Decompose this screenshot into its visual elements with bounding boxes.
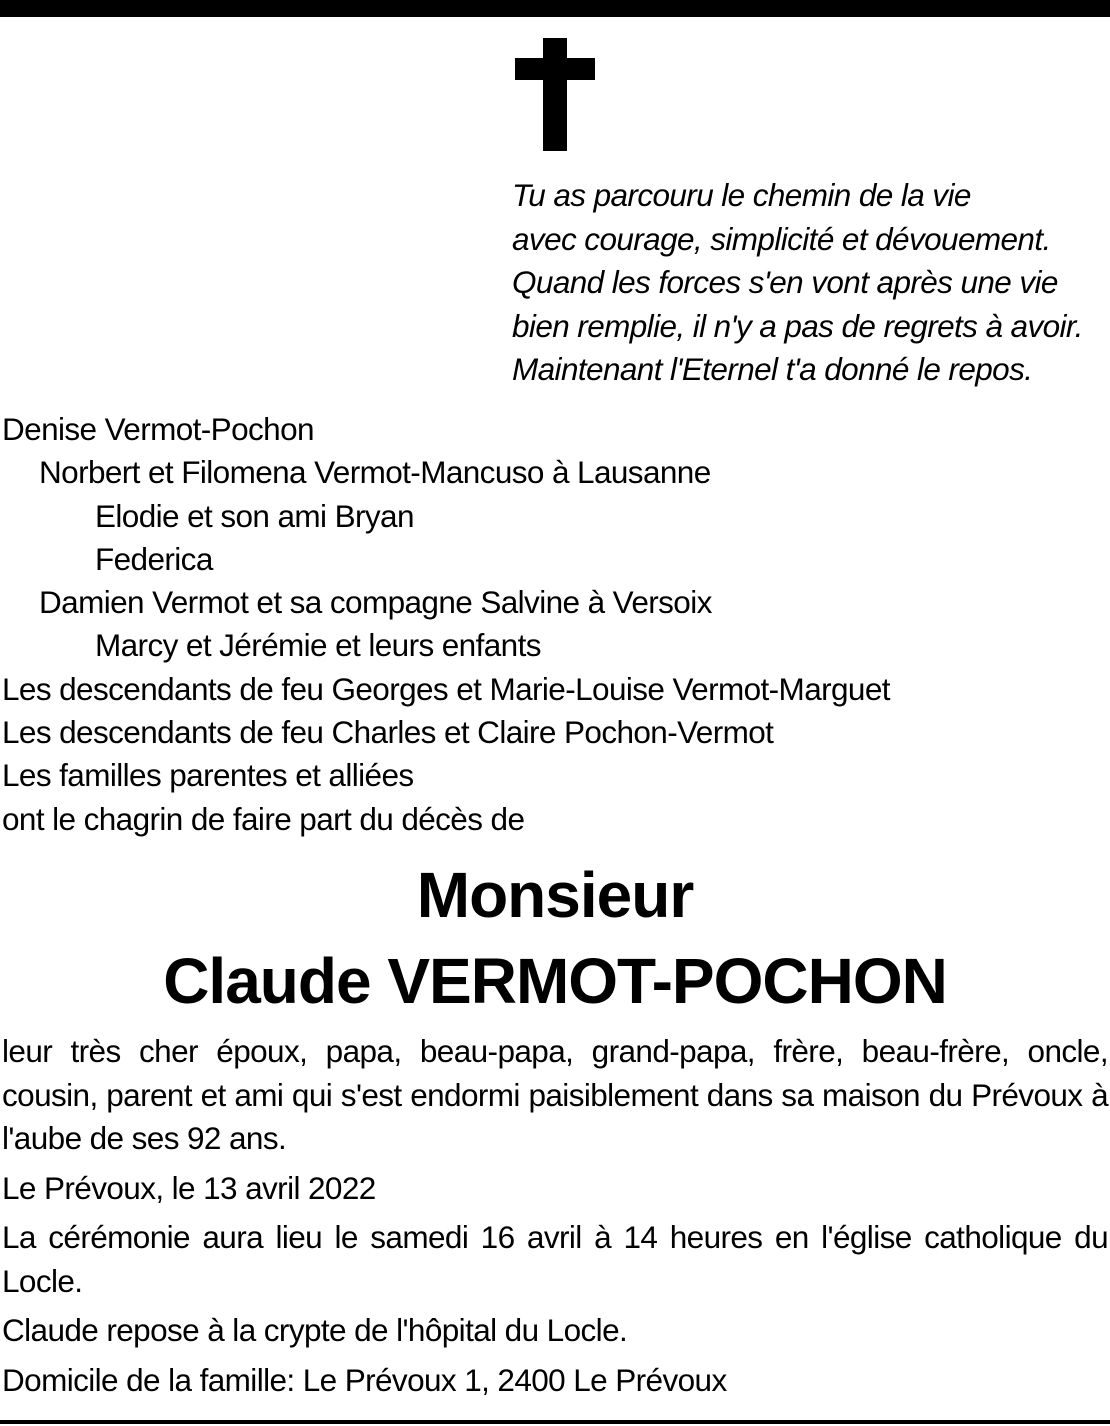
place-date: Le Prévoux, le 13 avril 2022 — [2, 1169, 376, 1206]
deceased-name-block — [0, 852, 1110, 1024]
family-member: Federica — [95, 540, 213, 577]
cross-icon — [515, 38, 595, 151]
poem-line: Quand les forces s'en vont après une vie — [512, 264, 1058, 300]
description-paragraph: leur très cher époux, papa, beau-papa, grand-papa, frère, beau-frère, oncle, cousin, parent et ami qui s'est endormi paisiblement dans sa maison du Prévoux à l'aube de ses 92 ans. — [2, 1033, 1108, 1156]
family-member: Les descendants de feu Georges et Marie-Louise Vermot-Marguet — [2, 670, 890, 707]
repose-paragraph: Claude repose à la crypte de l'hôpital du Locle. — [2, 1312, 628, 1348]
family-member: Marcy et Jérémie et leurs enfants — [95, 627, 541, 664]
announcement-body — [2, 1030, 1108, 1408]
poem-line: Maintenant l'Eternel t'a donné le repos. — [512, 351, 1033, 387]
domicile-paragraph: Domicile de la famille: Le Prévoux 1, 2400 Le Prévoux — [2, 1361, 727, 1398]
poem-line: Tu as parcouru le chemin de la vie — [512, 177, 971, 213]
deceased-name: Claude VERMOT-POCHON — [163, 945, 947, 1017]
family-member: Damien Vermot et sa compagne Salvine à Versoix — [39, 584, 712, 621]
ceremony-paragraph: La cérémonie aura lieu le samedi 16 avril à 14 heures en l'église catholique du Locle. — [2, 1219, 1108, 1299]
deceased-title: Monsieur — [416, 859, 694, 931]
poem-line: bien remplie, il n'y a pas de regrets à avoir. — [512, 307, 1083, 344]
family-list — [2, 408, 1102, 841]
family-member: Les descendants de feu Charles et Claire Pochon-Vermot — [2, 714, 774, 751]
poem — [512, 174, 1108, 392]
family-member: Elodie et son ami Bryan — [95, 497, 414, 534]
family-member: Denise Vermot-Pochon — [2, 411, 314, 447]
poem-line: avec courage, simplicité et dévouement. — [512, 220, 1051, 257]
family-member: Norbert et Filomena Vermot-Mancuso à Lausanne — [39, 454, 711, 491]
family-member: Les familles parentes et alliées — [2, 757, 414, 794]
bottom-border — [0, 1420, 1110, 1424]
top-border — [0, 0, 1110, 17]
announcement-intro: ont le chagrin de faire part du décès de — [2, 800, 525, 837]
